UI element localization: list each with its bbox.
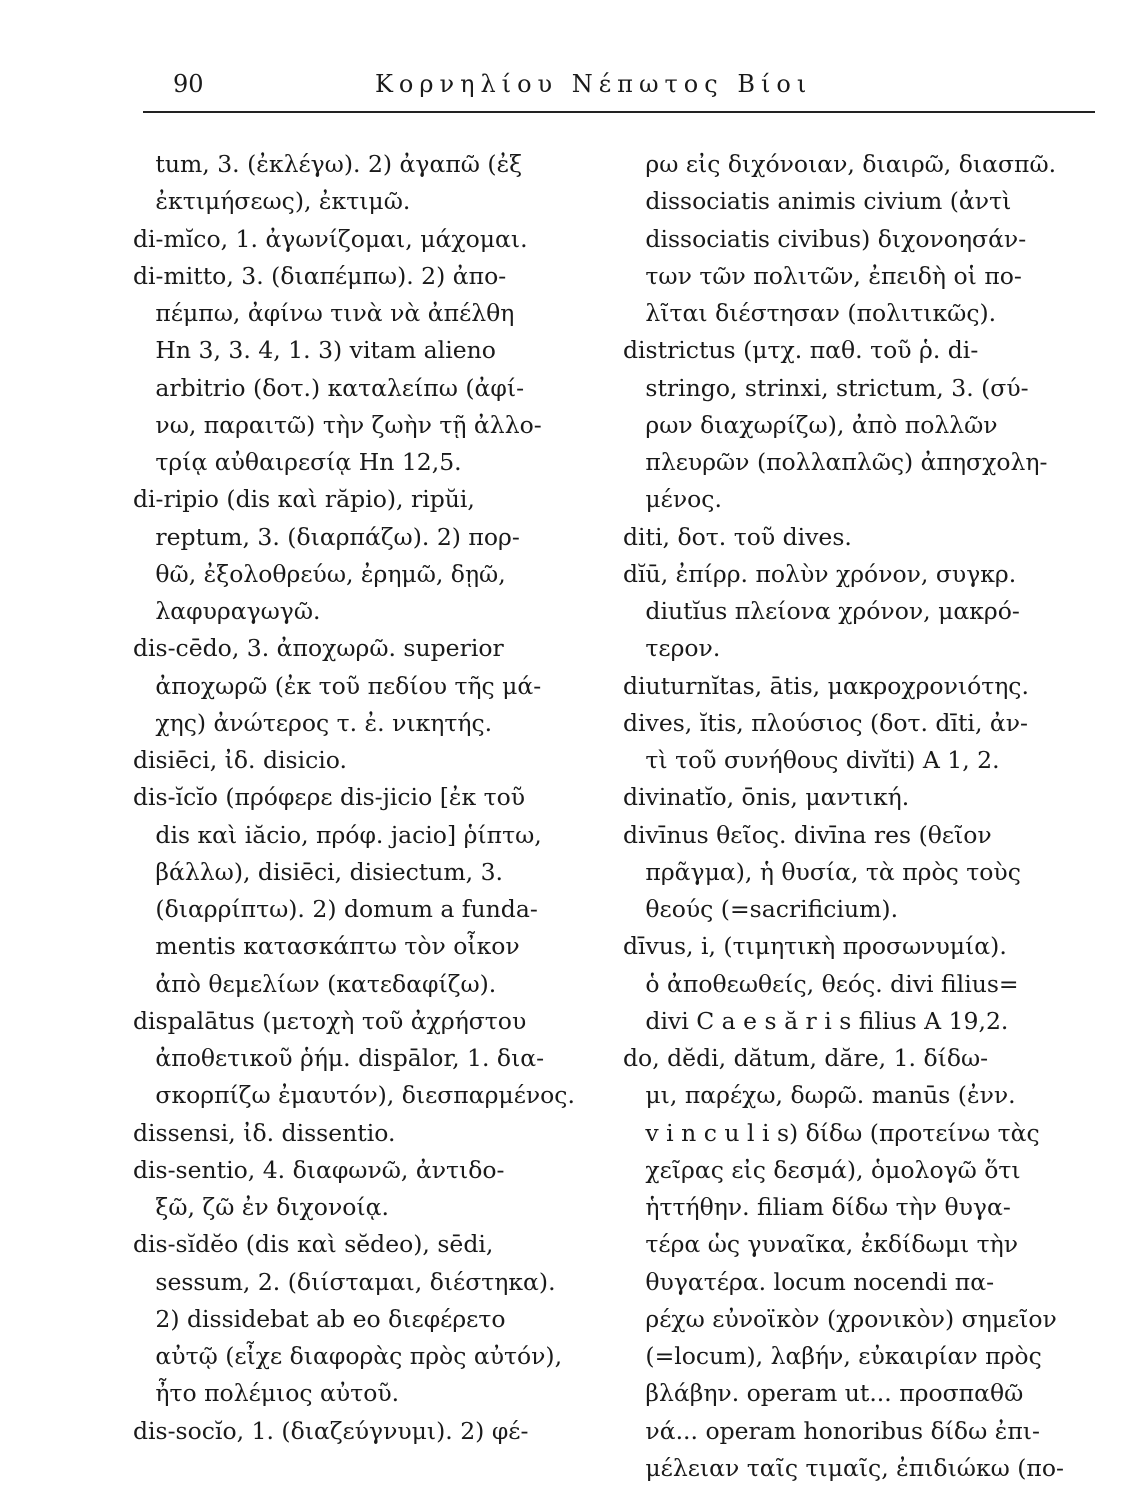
dictionary-line: dis-ĭcĭo (πρόφερε dis-jicio [ἐκ τοῦ (133, 783, 526, 812)
dictionary-line: λῖται διέστησαν (πολιτικῶς). (623, 299, 997, 327)
dictionary-line: dis-socĭo, 1. (διαζεύγνυμι). 2) φέ- (133, 1416, 529, 1445)
dictionary-line: 2) dissidebat ab eo διεφέρετο (133, 1304, 506, 1333)
dictionary-line: πλευρῶν (πολλαπλῶς) ἀπησχολη- (623, 448, 1048, 476)
dictionary-line: divi C a e s ă r i s filius A 19,2. (623, 1006, 1009, 1035)
dictionary-line: dis-sentio, 4. διαφωνῶ, ἀντιδο- (133, 1155, 505, 1184)
dictionary-line: diuturnĭtas, ātis, μακροχρονιότης. (623, 671, 1029, 700)
dictionary-line: (=locum), λαβήν, εὐκαιρίαν πρὸς (623, 1342, 1042, 1370)
dictionary-line: arbitrio (δοτ.) καταλείπω (ἀφί- (133, 373, 525, 402)
dictionary-line: αὐτῷ (εἶχε διαφορὰς πρὸς αὐτόν), (133, 1342, 563, 1370)
left-column (133, 146, 603, 1450)
dictionary-line: νά... operam honoribus δίδω ἐπι- (623, 1416, 1040, 1445)
dictionary-line: μέλειαν ταῖς τιμαῖς, ἐπιδιώκω (πο- (623, 1453, 1064, 1482)
dictionary-line: θεούς (=sacrificium). (623, 895, 899, 923)
dictionary-line: τὶ τοῦ συνήθους divĭti) A 1, 2. (623, 746, 1000, 774)
running-title: Κορνηλίου Νέπωτος Βίοι (375, 70, 813, 98)
dictionary-line: πρᾶγμα), ἡ θυσία, τὰ πρὸς τοὺς (623, 857, 1021, 886)
dictionary-line: divinatĭo, ōnis, μαντική. (623, 783, 910, 812)
right-column (623, 146, 1103, 1487)
page-header (143, 66, 1095, 102)
dictionary-line: τέρα ὡς γυναῖκα, ἐκδίδωμι τὴν (623, 1230, 1019, 1259)
dictionary-line: χης) ἀνώτερος τ. ἐ. νικητής. (133, 708, 493, 737)
dictionary-line: νω, παραιτῶ) τὴν ζωὴν τῇ ἀλλο- (133, 410, 542, 439)
dictionary-line: ὁ ἀποθεωθείς, θεός. divi filius= (623, 969, 1019, 998)
dictionary-line: dis-cēdo, 3. ἀποχωρῶ. superior (133, 634, 504, 663)
dictionary-line: θυγατέρα. locum nocendi πα- (623, 1267, 995, 1296)
dictionary-line: dissociatis animis civium (ἀντὶ (623, 187, 1012, 216)
dictionary-line: divīnus θεῖος. divīna res (θεῖον (623, 820, 992, 849)
dictionary-line: mentis κατασκάπτω τὸν οἶκον (133, 932, 520, 961)
dictionary-line: dives, ĭtis, πλούσιος (δοτ. dīti, ἀν- (623, 708, 1028, 737)
dictionary-line: ἡττήθην. filiam δίδω τὴν θυγα- (623, 1193, 1011, 1221)
dictionary-line: μι, παρέχω, δωρῶ. manūs (ἐνν. (623, 1081, 1016, 1110)
dictionary-line: dis καὶ iăcio, πρόφ. jacio] ῥίπτω, (133, 820, 542, 849)
dictionary-line: diti, δοτ. τοῦ dives. (623, 522, 852, 551)
dictionary-line: σκορπίζω ἐμαυτόν), διεσπαρμένος. (133, 1081, 575, 1110)
dictionary-line: dispalātus (μετοχὴ τοῦ ἀχρήστου (133, 1006, 527, 1035)
dictionary-line: ἀποχωρῶ (ἐκ τοῦ πεδίου τῆς μά- (133, 671, 542, 700)
dictionary-line: λαφυραγωγῶ. (133, 597, 321, 625)
dictionary-line: (διαρρίπτω). 2) domum a funda- (133, 895, 538, 923)
dictionary-line: dīvus, i, (τιμητικὴ προσωνυμία). (623, 932, 1007, 961)
dictionary-line: βλάβην. operam ut... προσπαθῶ (623, 1379, 1024, 1408)
dictionary-line: dĭū, ἐπίρρ. πολὺν χρόνον, συγκρ. (623, 559, 1017, 588)
dictionary-line: ξῶ, ζῶ ἐν διχονοίᾳ. (133, 1193, 389, 1221)
dictionary-line: Hn 3, 3. 4, 1. 3) vitam alieno (133, 336, 496, 365)
dictionary-line: stringo, strinxi, strictum, 3. (σύ- (623, 373, 1029, 402)
dictionary-line: πέμπω, ἀφίνω τινὰ νὰ ἀπέλθη (133, 299, 515, 327)
dictionary-line: ἐκτιμήσεως), ἐκτιμῶ. (133, 187, 411, 216)
dictionary-line: di-mĭco, 1. ἀγωνίζομαι, μάχομαι. (133, 224, 528, 253)
page-number: 90 (173, 70, 204, 98)
dictionary-line: βάλλω), disiēci, disiectum, 3. (133, 857, 504, 886)
dictionary-line: μένος. (623, 485, 722, 514)
dictionary-line: sessum, 2. (διίσταμαι, διέστηκα). (133, 1267, 556, 1296)
dictionary-line: τερον. (623, 634, 721, 663)
dictionary-line: ρων διαχωρίζω), ἀπὸ πολλῶν (623, 410, 998, 439)
dictionary-line: di-mitto, 3. (διαπέμπω). 2) ἀπο- (133, 261, 507, 290)
dictionary-line: χεῖρας εἰς δεσμά), ὁμολογῶ ὅτι (623, 1155, 1021, 1184)
dictionary-line: districtus (μτχ. παθ. τοῦ ῥ. di- (623, 336, 979, 365)
dictionary-line: di-ripio (dis καὶ răpio), ripŭi, (133, 485, 475, 514)
header-rule (143, 111, 1095, 113)
dictionary-line: ἀπὸ θεμελίων (κατεδαφίζω). (133, 969, 497, 998)
dictionary-line: dissociatis civibus) διχονοησάν- (623, 224, 1027, 253)
dictionary-line: reptum, 3. (διαρπάζω). 2) πορ- (133, 522, 520, 551)
dictionary-line: dis-sĭdĕo (dis καὶ sĕdeo), sēdi, (133, 1230, 494, 1259)
dictionary-line: disiēci, ἰδ. disicio. (133, 746, 347, 774)
dictionary-line: tum, 3. (ἐκλέγω). 2) ἀγαπῶ (ἐξ (133, 150, 523, 178)
dictionary-line: των τῶν πολιτῶν, ἐπειδὴ οἱ πο- (623, 261, 1022, 290)
dictionary-line: v i n c u l i s) δίδω (προτείνω τὰς (623, 1118, 1040, 1147)
dictionary-line: τρίᾳ αὐθαιρεσίᾳ Hn 12,5. (133, 448, 462, 476)
dictionary-line: ἦτο πολέμιος αὐτοῦ. (133, 1379, 400, 1408)
dictionary-line: ρω εἰς διχόνοιαν, διαιρῶ, διασπῶ. (623, 150, 1057, 178)
dictionary-line: θῶ, ἐξολοθρεύω, ἐρημῶ, δῃῶ, (133, 559, 506, 588)
dictionary-line: ρέχω εὐνοϊκὸν (χρονικὸν) σημεῖον (623, 1304, 1057, 1333)
dictionary-line: ἀποθετικοῦ ῥήμ. dispālor, 1. δια- (133, 1044, 545, 1072)
dictionary-line: do, dĕdi, dătum, dăre, 1. δίδω- (623, 1044, 989, 1072)
dictionary-line: dissensi, ἰδ. dissentio. (133, 1118, 396, 1147)
dictionary-line: diutĭus πλείονα χρόνον, μακρό- (623, 597, 1020, 625)
